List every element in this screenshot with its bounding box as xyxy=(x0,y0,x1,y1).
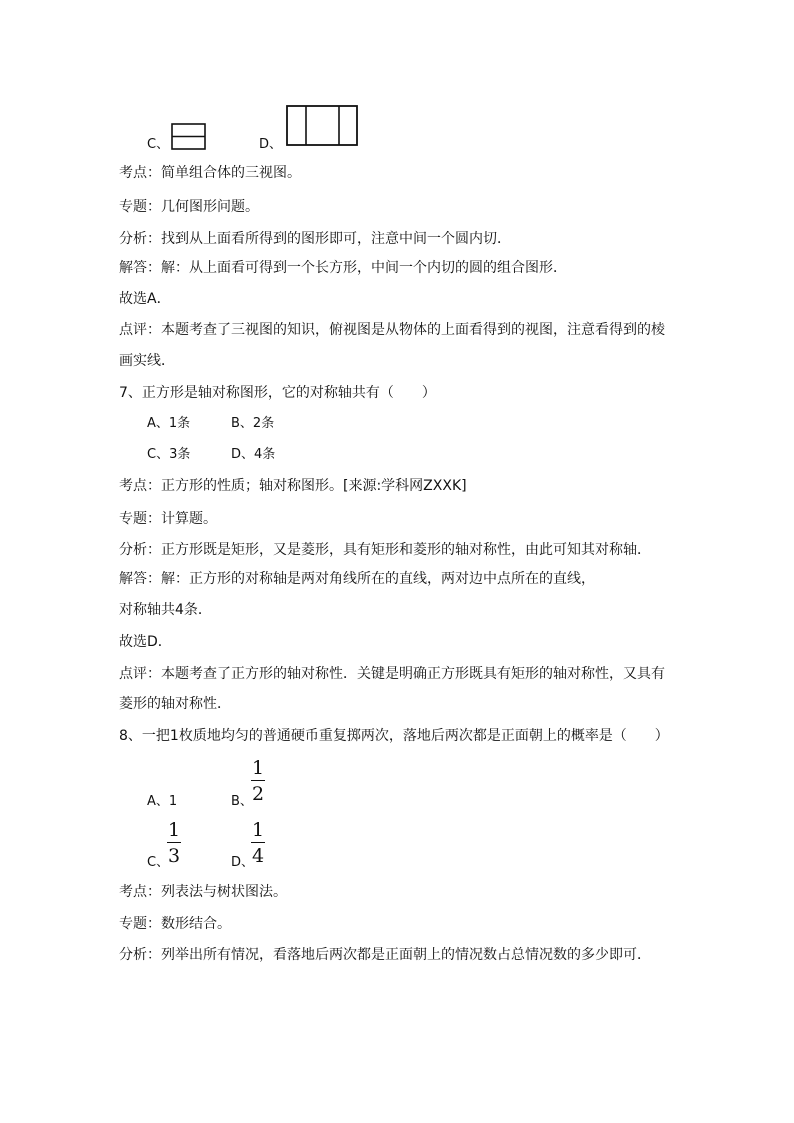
q6-fenxi: 分析：找到从上面看所得到的图形即可，注意中间一个圆内切． xyxy=(119,231,511,247)
q7-dianping-line2: 菱形的轴对称性． xyxy=(119,696,231,712)
q8-fenxi: 分析：列举出所有情况，看落地后两次都是正面朝上的情况数占总情况数的多少即可． xyxy=(119,947,651,963)
option-c-label: C、 xyxy=(147,137,170,152)
q8-option-b-fraction xyxy=(251,758,265,804)
q8-option-b-label: B、 xyxy=(231,794,253,809)
option-d-label: D、 xyxy=(259,137,283,152)
q8-option-c-fraction xyxy=(167,820,181,866)
q8-kaodian: 考点：列表法与树状图法。 xyxy=(119,884,287,900)
q8-option-a: A、1 xyxy=(147,794,178,809)
fraction-bar xyxy=(251,842,265,843)
fraction-numerator: 1 xyxy=(251,757,265,779)
q7-kaodian: 考点：正方形的性质；轴对称图形。[来源:学科网ZXXK] xyxy=(119,478,467,494)
q8-option-c-label: C、 xyxy=(147,855,170,870)
q7-fenxi: 分析：正方形既是矩形，又是菱形，具有矩形和菱形的轴对称性，由此可知其对称轴． xyxy=(119,542,651,558)
q6-zhuanti: 专题：几何图形问题。 xyxy=(119,199,259,215)
q7-zhuanti: 专题：计算题。 xyxy=(119,511,217,527)
q7-dianping-line1: 点评：本题考查了正方形的轴对称性．关键是明确正方形既具有矩形的轴对称性，又具有 xyxy=(119,666,665,682)
q8-option-d-fraction xyxy=(251,820,265,866)
q6-dianping-line2: 画实线． xyxy=(119,353,175,369)
option-c-figure xyxy=(171,123,207,151)
q7-option-d: D、4条 xyxy=(231,447,276,462)
q8-stem: 8、一把1枚质地均匀的普通硬币重复掷两次，落地后两次都是正面朝上的概率是（ ） xyxy=(119,728,669,744)
q7-jieda-line1: 解答：解：正方形的对称轴是两对角线所在的直线，两对边中点所在的直线， xyxy=(119,571,595,587)
q7-option-b: B、2条 xyxy=(231,416,275,431)
q8-option-d-label: D、 xyxy=(231,855,255,870)
fraction-numerator: 1 xyxy=(167,819,181,841)
fraction-bar xyxy=(251,780,265,781)
fraction-denominator: 4 xyxy=(251,845,265,867)
fraction-denominator: 3 xyxy=(167,845,181,867)
q7-option-c: C、3条 xyxy=(147,447,191,462)
q7-option-a: A、1条 xyxy=(147,416,191,431)
q6-dianping-line1: 点评：本题考查了三视图的知识，俯视图是从物体的上面看得到的视图，注意看得到的棱 xyxy=(119,322,665,338)
fraction-bar xyxy=(167,842,181,843)
q7-jieda-line2: 对称轴共4条． xyxy=(119,602,212,618)
q7-guxuan: 故选D． xyxy=(119,634,172,650)
q6-guxuan: 故选A． xyxy=(119,291,171,307)
fraction-denominator: 2 xyxy=(251,783,265,805)
q8-zhuanti: 专题：数形结合。 xyxy=(119,916,231,932)
q6-jieda: 解答：解：从上面看可得到一个长方形，中间一个内切的圆的组合图形． xyxy=(119,260,567,276)
option-d-figure xyxy=(286,105,360,147)
q7-stem: 7、正方形是轴对称图形，它的对称轴共有（ ） xyxy=(119,385,436,401)
fraction-numerator: 1 xyxy=(251,819,265,841)
q6-kaodian: 考点：简单组合体的三视图。 xyxy=(119,165,301,181)
